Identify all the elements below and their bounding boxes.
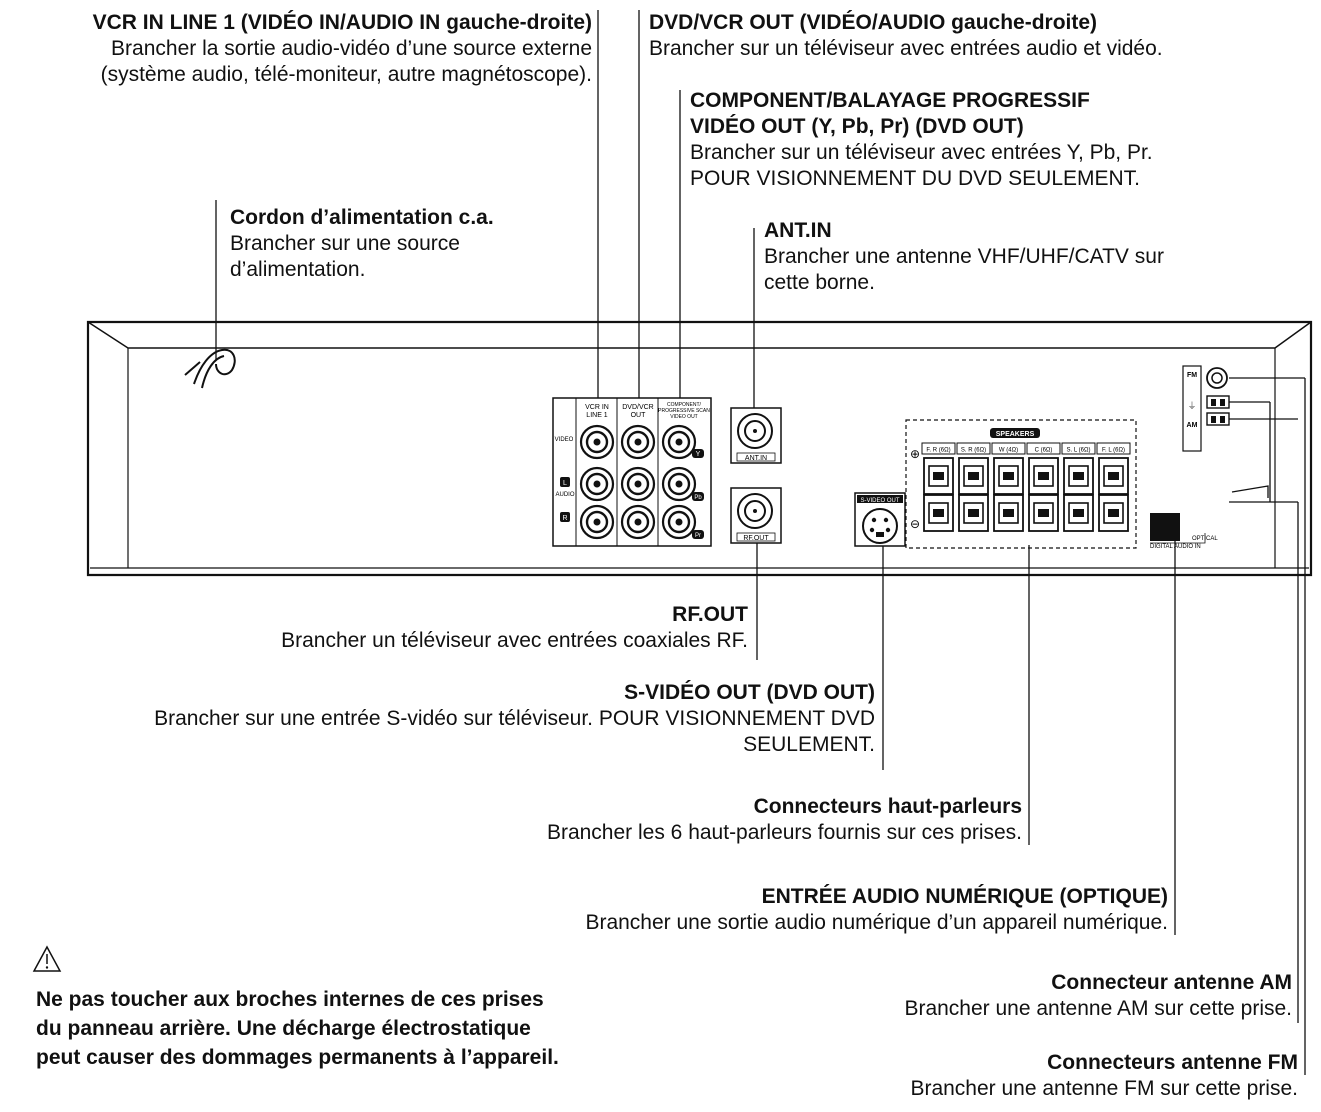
- label-speakers-title: Connecteurs haut-parleurs: [753, 795, 1022, 818]
- rf-out-panel-label: RF.OUT: [743, 535, 769, 542]
- rca-jack-icon: [581, 426, 613, 458]
- s-video-panel-label: S-VIDEO OUT: [860, 498, 900, 504]
- speaker-channel-label: S. R (6Ω): [960, 447, 987, 454]
- label-s-video-title: S-VIDÉO OUT (DVD OUT): [624, 681, 875, 704]
- rca-jack-icon: [663, 468, 695, 500]
- optical-panel-label-2: DIGITAL AUDIO IN: [1150, 544, 1201, 550]
- label-rf-out: [150, 602, 748, 654]
- label-dvd-vcr-out-line1: Brancher sur un téléviseur avec entrées audio et vidéo.: [649, 37, 1163, 60]
- label-component-title2: VIDÉO OUT (Y, Pb, Pr) (DVD OUT): [690, 115, 1024, 138]
- speaker-channel-label: W (4Ω): [998, 447, 1019, 454]
- speaker-terminals: [906, 420, 1136, 548]
- label-component-title1: COMPONENT/BALAYAGE PROGRESSIF: [690, 89, 1090, 112]
- col-component-label-3: VIDEO OUT: [670, 414, 698, 420]
- label-vcr-in-line1: Brancher la sortie audio-vidéo d’une source externe: [111, 37, 592, 60]
- s-video-jack: [855, 493, 905, 546]
- plus-label: ⊕: [910, 447, 921, 461]
- comp-y-label: Y: [695, 451, 701, 458]
- col-dvd-vcr-out-label-1: DVD/VCR: [622, 404, 654, 411]
- col-vcr-in-label-1: VCR IN: [585, 404, 609, 411]
- label-component-line1: Brancher sur un téléviseur avec entrées Y, Pb, Pr.: [690, 141, 1153, 164]
- col-component-label-2: PROGRESSIVE SCAN: [658, 408, 710, 414]
- audio-r-label: R: [562, 515, 568, 522]
- optical-jack: [1150, 513, 1218, 550]
- label-ant-in: [764, 218, 1284, 296]
- rca-jack-icon: [622, 426, 654, 458]
- label-vcr-in: [40, 10, 592, 88]
- label-speakers-line1: Brancher les 6 haut-parleurs fournis sur ces prises.: [546, 821, 1022, 844]
- speaker-channel-label: F. L (6Ω): [1102, 447, 1125, 454]
- label-fm-title: Connecteurs antenne FM: [1047, 1051, 1298, 1074]
- label-vcr-in-line2: (système audio, télé-moniteur, autre magnétoscope).: [100, 63, 592, 86]
- label-vcr-in-title: VCR IN LINE 1 (VIDÉO IN/AUDIO IN gauche-droite): [92, 11, 592, 34]
- speaker-terminal-4: [1027, 443, 1060, 531]
- speaker-channel-label: F. R (6Ω): [926, 447, 951, 454]
- rca-jack-icon: [663, 506, 695, 538]
- label-s-video-line1: Brancher sur une entrée S-vidéo sur téléviseur. POUR VISIONNEMENT DVD: [154, 707, 875, 730]
- col-vcr-in-label-2: LINE 1: [586, 412, 608, 419]
- warning-triangle-icon: [32, 945, 62, 973]
- label-optical-line1: Brancher une sortie audio numérique d’un appareil numérique.: [585, 911, 1168, 934]
- warning-text: [36, 985, 676, 1072]
- minus-label: ⊖: [910, 517, 921, 531]
- comp-pb-label: Pb: [694, 495, 702, 501]
- speaker-terminal-6: [1097, 443, 1130, 531]
- label-rf-out-title: RF.OUT: [672, 603, 748, 626]
- warning-line3: peut causer des dommages permanents à l’appareil.: [36, 1046, 559, 1069]
- am-panel-label: AM: [1186, 422, 1198, 429]
- label-power-cord: [230, 205, 550, 283]
- speaker-terminal-5: [1062, 443, 1095, 531]
- label-power-cord-title: Cordon d’alimentation c.a.: [230, 206, 494, 229]
- rca-jack-icon: [581, 506, 613, 538]
- label-s-video-line2: SEULEMENT.: [743, 733, 875, 756]
- fm-am-terminals: [1183, 366, 1298, 502]
- label-ant-in-title: ANT.IN: [764, 219, 832, 242]
- label-ant-in-line1: Brancher une antenne VHF/UHF/CATV sur: [764, 245, 1164, 268]
- speakers-panel-label: SPEAKERS: [995, 431, 1035, 438]
- speaker-terminal-2: [957, 443, 990, 531]
- comp-pr-label: Pr: [695, 533, 701, 539]
- label-rf-out-line1: Brancher un téléviseur avec entrées coaxiales RF.: [281, 629, 748, 652]
- speaker-terminal-1: [922, 443, 955, 531]
- warning-line2: du panneau arrière. Une décharge électrostatique: [36, 1017, 531, 1040]
- label-fm-line1: Brancher une antenne FM sur cette prise.: [910, 1077, 1298, 1100]
- rca-jack-icon: [663, 426, 695, 458]
- ground-symbol: ⏚: [1187, 401, 1197, 411]
- label-am-title: Connecteur antenne AM: [1051, 971, 1292, 994]
- speaker-terminal-3: [992, 443, 1025, 531]
- audio-l-label: L: [563, 480, 567, 487]
- label-fm: [780, 1050, 1298, 1102]
- label-dvd-vcr-out-title: DVD/VCR OUT (VIDÉO/AUDIO gauche-droite): [649, 11, 1098, 34]
- speaker-channel-label: C (6Ω): [1034, 447, 1053, 454]
- label-am: [780, 970, 1292, 1022]
- rca-jack-icon: [581, 468, 613, 500]
- label-s-video: [0, 680, 875, 758]
- label-component: [690, 88, 1290, 192]
- row-audio-label: AUDIO: [555, 492, 575, 498]
- av-jack-block: [553, 398, 711, 546]
- label-component-line2: POUR VISIONNEMENT DU DVD SEULEMENT.: [690, 167, 1141, 190]
- label-optical: [420, 884, 1168, 936]
- speaker-channel-label: S. L (6Ω): [1066, 447, 1091, 454]
- power-cord-icon: [185, 350, 235, 388]
- optical-panel-label-1: OPTICAL: [1192, 536, 1218, 542]
- ant-in-panel-label: ANT.IN: [744, 455, 768, 462]
- label-optical-title: ENTRÉE AUDIO NUMÉRIQUE (OPTIQUE): [761, 885, 1168, 908]
- label-dvd-vcr-out: [649, 10, 1309, 62]
- col-dvd-vcr-out-label-2: OUT: [630, 412, 646, 419]
- antenna-jacks: [731, 408, 781, 543]
- rca-jack-icon: [622, 506, 654, 538]
- label-power-cord-line1: Brancher sur une source: [230, 232, 460, 255]
- label-power-cord-line2: d’alimentation.: [230, 258, 366, 281]
- row-video-label: VIDEO: [554, 437, 574, 443]
- rca-jack-icon: [622, 468, 654, 500]
- warning-line1: Ne pas toucher aux broches internes de ces prises: [36, 988, 544, 1011]
- col-component-label-1: COMPONENT/: [667, 402, 701, 408]
- label-ant-in-line2: cette borne.: [764, 271, 875, 294]
- label-speakers: [400, 794, 1022, 846]
- fm-panel-label: FM: [1186, 372, 1198, 379]
- label-am-line1: Brancher une antenne AM sur cette prise.: [904, 997, 1292, 1020]
